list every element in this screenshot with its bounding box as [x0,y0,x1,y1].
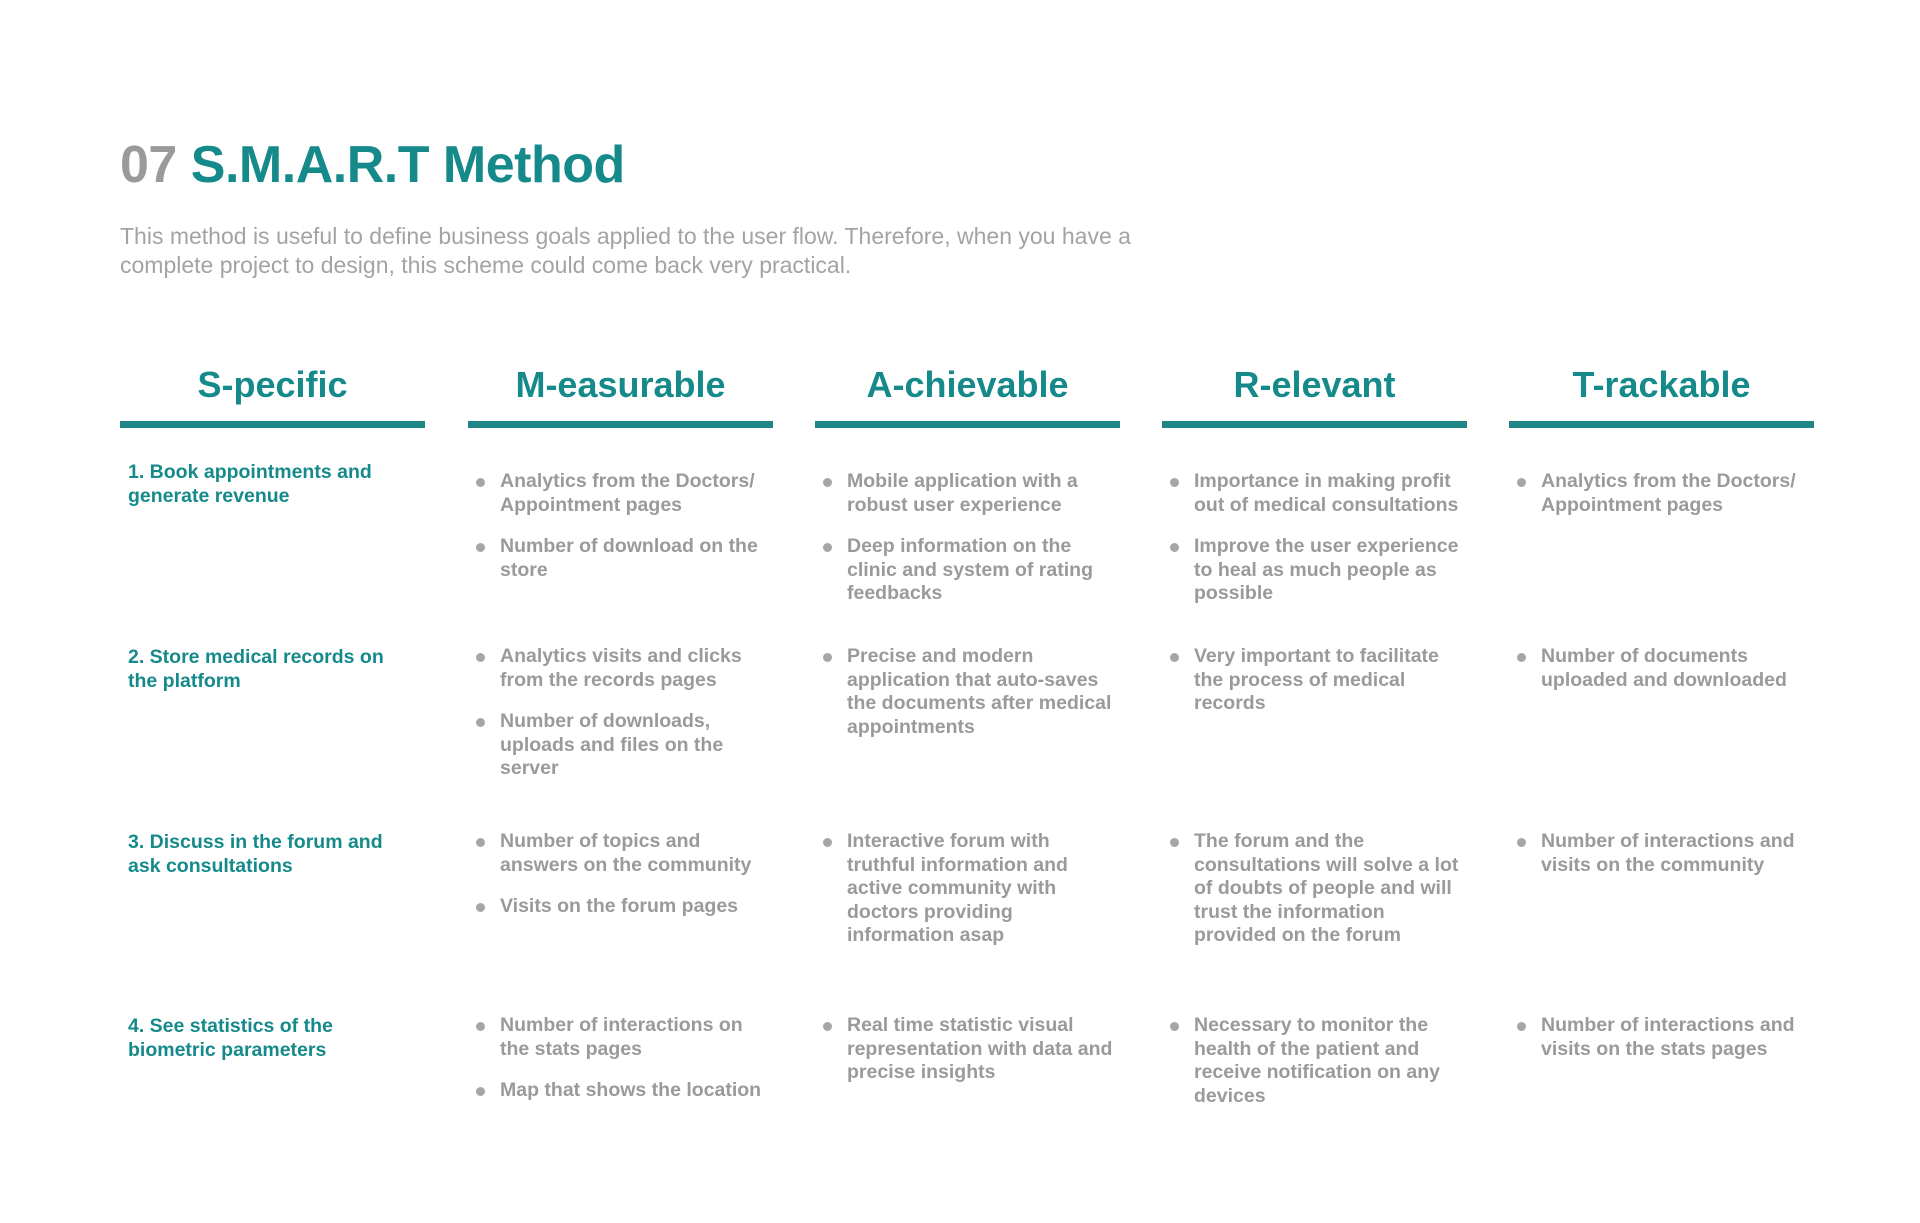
column-divider-measurable [468,421,773,428]
measurable-item: Number of interactions on the stats pages [476,1014,776,1061]
trackable-item: Number of documents uploaded and downloaded [1517,645,1817,692]
trackable-item: Number of interactions and visits on the stats pages [1517,1014,1817,1061]
goal-3: 3. Discuss in the forum and ask consultations [128,831,383,877]
measurable-item: Number of topics and answers on the community [476,830,776,877]
column-divider-specific [120,421,425,428]
relevant-cell-2 [1170,645,1470,734]
achievable-item: Deep information on the clinic and system of rating feedbacks [823,535,1123,606]
column-divider-trackable [1509,421,1814,428]
section-title: S.M.A.R.T Method [190,136,625,194]
measurable-cell-2 [476,645,776,799]
achievable-item: Interactive forum with truthful information and active community with doctors providing information asap [823,830,1123,948]
trackable-cell-4 [1517,1014,1817,1079]
column-header-measurable: M-easurable [515,364,726,405]
achievable-cell-4 [823,1014,1123,1103]
relevant-cell-1 [1170,470,1470,624]
goal-1: 1. Book appointments and generate revenue [128,461,372,507]
achievable-item: Real time statistic visual representation with data and precise insights [823,1014,1123,1085]
column-divider-achievable [815,421,1120,428]
column-divider-relevant [1162,421,1467,428]
achievable-item: Mobile application with a robust user experience [823,470,1123,517]
trackable-cell-2 [1517,645,1817,710]
measurable-item: Number of download on the store [476,535,776,582]
measurable-cell-4 [476,1014,776,1121]
measurable-item: Number of downloads, uploads and files on the server [476,710,776,781]
section-number: 07 [120,136,177,194]
trackable-cell-1 [1517,470,1817,535]
trackable-cell-3 [1517,830,1817,895]
column-header-trackable: T-rackable [1572,364,1751,405]
trackable-item: Analytics from the Doctors/ Appointment pages [1517,470,1817,517]
column-header-relevant: R-elevant [1233,364,1396,405]
achievable-cell-2 [823,645,1123,757]
measurable-item: Map that shows the location [476,1079,776,1103]
goal-4: 4. See statistics of the biometric parameters [128,1015,333,1061]
achievable-cell-3 [823,830,1123,966]
page-title [120,133,625,197]
page-description: This method is useful to define business goals applied to the user flow. Therefore, when you have a complete project to design, this scheme could come back very practical. [120,223,1131,278]
relevant-item: Importance in making profit out of medical consultations [1170,470,1470,517]
relevant-item: Improve the user experience to heal as much people as possible [1170,535,1470,606]
measurable-cell-3 [476,830,776,937]
measurable-item: Analytics from the Doctors/ Appointment pages [476,470,776,517]
column-header-specific: S-pecific [197,364,348,405]
column-header-achievable: A-chievable [866,364,1069,405]
achievable-cell-1 [823,470,1123,624]
relevant-item: The forum and the consultations will solve a lot of doubts of people and will trust the information provided on the forum [1170,830,1470,948]
relevant-item: Very important to facilitate the process of medical records [1170,645,1470,716]
measurable-item: Visits on the forum pages [476,895,776,919]
measurable-cell-1 [476,470,776,600]
relevant-item: Necessary to monitor the health of the patient and receive notification on any devices [1170,1014,1470,1108]
relevant-cell-4 [1170,1014,1470,1126]
relevant-cell-3 [1170,830,1470,966]
achievable-item: Precise and modern application that auto-saves the documents after medical appointments [823,645,1123,739]
measurable-item: Analytics visits and clicks from the records pages [476,645,776,692]
goal-2: 2. Store medical records on the platform [128,646,384,692]
trackable-item: Number of interactions and visits on the community [1517,830,1817,877]
